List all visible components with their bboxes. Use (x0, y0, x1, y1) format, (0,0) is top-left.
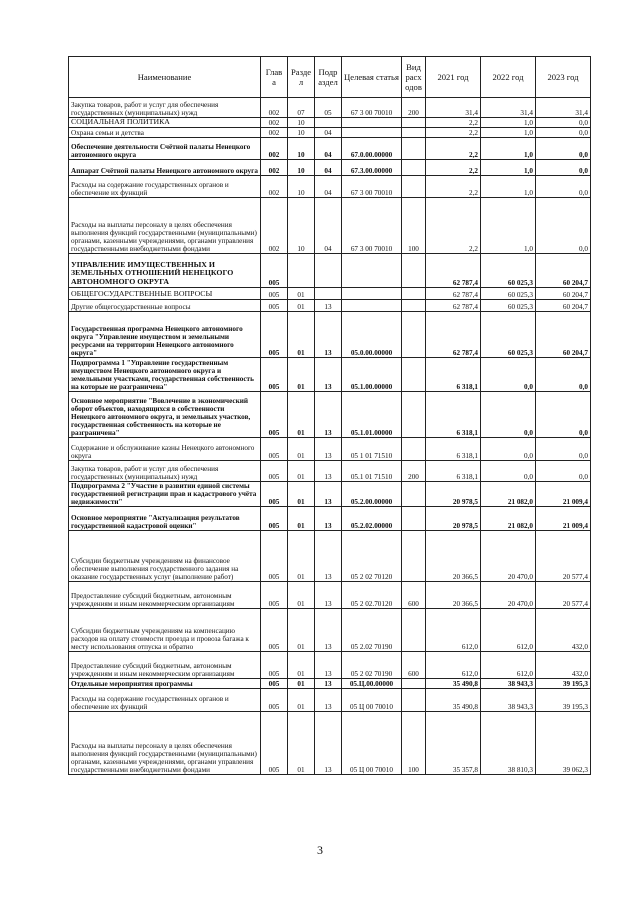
table-row (69, 582, 591, 609)
cell-target: 05.1.00.00000 (342, 358, 402, 392)
cell-glava: 002 (261, 128, 288, 138)
cell-vid (402, 118, 426, 128)
cell-target: 05 2 02.70120 (342, 582, 402, 609)
cell-2021: 2,2 (426, 138, 481, 160)
cell-glava: 002 (261, 176, 288, 198)
cell-2023: 432,0 (536, 652, 591, 679)
cell-2022: 20 470,0 (481, 582, 536, 609)
cell-name: Государственная программа Ненецкого автономного округа "Управление имуществом и земельными ресурсами на территории Ненецкого автономного округа" (69, 312, 261, 358)
cell-2023: 0,0 (536, 358, 591, 392)
cell-razdel: 01 (288, 358, 315, 392)
cell-target: 05 1 01 71510 (342, 438, 402, 461)
cell-vid: 100 (402, 198, 426, 254)
cell-glava: 005 (261, 312, 288, 358)
cell-vid (402, 392, 426, 438)
cell-2022: 1,0 (481, 118, 536, 128)
cell-target: 05 Ц 00 70010 (342, 689, 402, 712)
cell-podrazdel: 04 (315, 176, 342, 198)
cell-2021: 62 787,4 (426, 300, 481, 312)
cell-2023: 20 577,4 (536, 582, 591, 609)
cell-2023: 21 009,4 (536, 482, 591, 507)
cell-razdel: 10 (288, 118, 315, 128)
table-row (69, 652, 591, 679)
cell-podrazdel: 13 (315, 712, 342, 775)
cell-2022: 38 943,3 (481, 679, 536, 689)
table-row (69, 288, 591, 300)
cell-name: Расходы на выплаты персоналу в целях обеспечения выполнения функций государственными (муниципальными) органами, казенными учреждениями, органами управления государственными внебюджетными фондами (69, 712, 261, 775)
cell-glava: 002 (261, 118, 288, 128)
cell-target: 67 3 00 70010 (342, 198, 402, 254)
cell-2023: 0,0 (536, 138, 591, 160)
cell-podrazdel: 04 (315, 160, 342, 176)
cell-vid: 100 (402, 712, 426, 775)
cell-2022: 1,0 (481, 138, 536, 160)
cell-razdel: 01 (288, 679, 315, 689)
header-glava: Глав а (261, 57, 288, 98)
cell-2023: 21 009,4 (536, 507, 591, 531)
table-row (69, 507, 591, 531)
cell-razdel: 01 (288, 689, 315, 712)
cell-2021: 2,2 (426, 128, 481, 138)
cell-podrazdel: 04 (315, 138, 342, 160)
cell-glava: 005 (261, 288, 288, 300)
cell-vid (402, 160, 426, 176)
cell-2022: 1,0 (481, 128, 536, 138)
header-2021: 2021 год (426, 57, 481, 98)
cell-target: 05 2.02 70190 (342, 609, 402, 652)
cell-2021: 62 787,4 (426, 254, 481, 288)
cell-glava: 005 (261, 712, 288, 775)
cell-2023: 0,0 (536, 176, 591, 198)
cell-name: Закупка товаров, работ и услуг для обеспечения государственных (муниципальных) нужд (69, 98, 261, 118)
cell-2022: 0,0 (481, 392, 536, 438)
cell-razdel: 01 (288, 392, 315, 438)
cell-podrazdel: 04 (315, 128, 342, 138)
cell-podrazdel: 13 (315, 531, 342, 582)
header-row (69, 57, 591, 98)
cell-razdel: 01 (288, 438, 315, 461)
cell-2023: 20 577,4 (536, 531, 591, 582)
cell-vid (402, 438, 426, 461)
cell-2023: 0,0 (536, 392, 591, 438)
cell-razdel: 07 (288, 98, 315, 118)
cell-razdel: 10 (288, 160, 315, 176)
cell-podrazdel: 04 (315, 198, 342, 254)
cell-vid (402, 288, 426, 300)
cell-razdel: 01 (288, 461, 315, 482)
cell-2023: 0,0 (536, 438, 591, 461)
cell-target: 05.2.00.00000 (342, 482, 402, 507)
header-target: Целевая статья (342, 57, 402, 98)
table-row (69, 679, 591, 689)
cell-razdel (288, 254, 315, 288)
cell-2021: 62 787,4 (426, 288, 481, 300)
cell-name: Основное мероприятие "Вовлечение в экономический оборот объектов, находящихся в собственности Ненецкого автономного округа, и земельных участков, государственная собственность на которые не разграничена" (69, 392, 261, 438)
cell-2022: 38 810,3 (481, 712, 536, 775)
cell-razdel: 01 (288, 609, 315, 652)
cell-target (342, 118, 402, 128)
cell-glava: 005 (261, 438, 288, 461)
cell-podrazdel: 13 (315, 507, 342, 531)
cell-razdel: 01 (288, 507, 315, 531)
cell-2021: 612,0 (426, 609, 481, 652)
table-row (69, 438, 591, 461)
cell-glava: 002 (261, 160, 288, 176)
cell-2022: 60 025,3 (481, 300, 536, 312)
cell-2022: 21 082,0 (481, 482, 536, 507)
cell-name: ОБЩЕГОСУДАРСТВЕННЫЕ ВОПРОСЫ (69, 288, 261, 300)
cell-name: Основное мероприятие "Актуализация результатов государственной кадастровой оценки" (69, 507, 261, 531)
cell-glava: 005 (261, 392, 288, 438)
cell-name: Содержание и обслуживание казны Ненецкого автономного округа (69, 438, 261, 461)
cell-target: 05.0.00.00000 (342, 312, 402, 358)
cell-razdel: 10 (288, 176, 315, 198)
cell-razdel: 01 (288, 288, 315, 300)
cell-name: Охрана семьи и детства (69, 128, 261, 138)
cell-2023: 60 204,7 (536, 254, 591, 288)
header-2023: 2023 год (536, 57, 591, 98)
cell-razdel: 10 (288, 138, 315, 160)
cell-2021: 6 318,1 (426, 461, 481, 482)
cell-target: 05.2.02.00000 (342, 507, 402, 531)
cell-razdel: 01 (288, 712, 315, 775)
cell-vid (402, 358, 426, 392)
cell-2023: 39 195,3 (536, 679, 591, 689)
cell-vid (402, 176, 426, 198)
cell-2021: 35 490,8 (426, 679, 481, 689)
cell-glava: 005 (261, 300, 288, 312)
table-row (69, 392, 591, 438)
cell-2022: 60 025,3 (481, 288, 536, 300)
cell-target (342, 300, 402, 312)
cell-name: Закупка товаров, работ и услуг для обеспечения государственных (муниципальных) нужд (69, 461, 261, 482)
cell-vid (402, 482, 426, 507)
cell-glava: 005 (261, 689, 288, 712)
cell-name: СОЦИАЛЬНАЯ ПОЛИТИКА (69, 118, 261, 128)
table-row (69, 160, 591, 176)
cell-name: Подпрограмма 1 "Управление государственным имуществом Ненецкого автономного округа и земельными участками, государственная собственность на которые не разграничена" (69, 358, 261, 392)
table-row (69, 531, 591, 582)
cell-glava: 005 (261, 531, 288, 582)
cell-target: 05.1.01.00000 (342, 392, 402, 438)
cell-target: 05.Ц.00.00000 (342, 679, 402, 689)
cell-2022: 31,4 (481, 98, 536, 118)
cell-glava: 005 (261, 609, 288, 652)
cell-2022: 612,0 (481, 652, 536, 679)
cell-2022: 0,0 (481, 438, 536, 461)
cell-2022: 1,0 (481, 198, 536, 254)
cell-name: Расходы на содержание государственных органов и обеспечение их функций (69, 689, 261, 712)
cell-razdel: 01 (288, 652, 315, 679)
cell-name: Другие общегосударственные вопросы (69, 300, 261, 312)
table-row (69, 689, 591, 712)
cell-razdel: 01 (288, 312, 315, 358)
cell-vid (402, 300, 426, 312)
table-row (69, 176, 591, 198)
table-row (69, 128, 591, 138)
cell-name: Аппарат Счётной палаты Ненецкого автономного округа (69, 160, 261, 176)
cell-podrazdel: 13 (315, 438, 342, 461)
cell-podrazdel: 13 (315, 312, 342, 358)
cell-2021: 6 318,1 (426, 438, 481, 461)
cell-2023: 60 204,7 (536, 288, 591, 300)
cell-razdel: 10 (288, 128, 315, 138)
table-row (69, 254, 591, 288)
cell-vid (402, 689, 426, 712)
cell-2022: 1,0 (481, 176, 536, 198)
cell-podrazdel (315, 288, 342, 300)
cell-vid: 600 (402, 652, 426, 679)
cell-vid (402, 609, 426, 652)
cell-2022: 0,0 (481, 358, 536, 392)
table-row (69, 312, 591, 358)
table-row (69, 138, 591, 160)
cell-name: Расходы на содержание государственных органов и обеспечение их функций (69, 176, 261, 198)
cell-glava: 002 (261, 98, 288, 118)
cell-2021: 2,2 (426, 160, 481, 176)
cell-name: Отдельные мероприятия программы (69, 679, 261, 689)
cell-2022: 0,0 (481, 461, 536, 482)
cell-vid (402, 138, 426, 160)
cell-vid (402, 312, 426, 358)
table-row (69, 198, 591, 254)
cell-glava: 005 (261, 358, 288, 392)
table-row (69, 300, 591, 312)
cell-target: 05.1 01 71510 (342, 461, 402, 482)
cell-razdel: 01 (288, 482, 315, 507)
table-row (69, 98, 591, 118)
table-row (69, 609, 591, 652)
cell-2023: 39 062,3 (536, 712, 591, 775)
cell-2021: 35 357,8 (426, 712, 481, 775)
cell-target (342, 128, 402, 138)
cell-target: 05 2 02 70120 (342, 531, 402, 582)
cell-vid (402, 531, 426, 582)
cell-target (342, 254, 402, 288)
cell-target: 05 2 02 70190 (342, 652, 402, 679)
cell-podrazdel: 05 (315, 98, 342, 118)
cell-podrazdel (315, 118, 342, 128)
cell-vid (402, 507, 426, 531)
cell-vid: 600 (402, 582, 426, 609)
cell-2023: 0,0 (536, 198, 591, 254)
cell-glava: 005 (261, 652, 288, 679)
cell-razdel: 10 (288, 198, 315, 254)
cell-podrazdel: 13 (315, 461, 342, 482)
budget-table (68, 56, 591, 775)
cell-podrazdel: 13 (315, 300, 342, 312)
cell-name: Субсидии бюджетным учреждениям на компенсацию расходов на оплату стоимости проезда и провоза багажа к месту использования отпуска и обратно (69, 609, 261, 652)
cell-name: Субсидии бюджетным учреждениям на финансовое обеспечение выполнения государственного задания на оказание государственных услуг (выполнение работ) (69, 531, 261, 582)
cell-razdel: 01 (288, 531, 315, 582)
table-row (69, 712, 591, 775)
cell-2022: 1,0 (481, 160, 536, 176)
cell-2021: 31,4 (426, 98, 481, 118)
table-row (69, 118, 591, 128)
cell-podrazdel (315, 254, 342, 288)
cell-2022: 20 470,0 (481, 531, 536, 582)
cell-podrazdel: 13 (315, 689, 342, 712)
cell-podrazdel: 13 (315, 358, 342, 392)
cell-name: Предоставление субсидий бюджетным, автономным учреждениям и иным некоммерческим организациям (69, 582, 261, 609)
cell-2021: 20 366,5 (426, 531, 481, 582)
header-razdel: Разде л (288, 57, 315, 98)
cell-target: 67 3 00 70010 (342, 98, 402, 118)
cell-vid: 200 (402, 461, 426, 482)
cell-2023: 0,0 (536, 160, 591, 176)
cell-vid (402, 128, 426, 138)
cell-target (342, 288, 402, 300)
cell-2021: 612,0 (426, 652, 481, 679)
cell-podrazdel: 13 (315, 582, 342, 609)
cell-podrazdel: 13 (315, 652, 342, 679)
cell-2021: 2,2 (426, 118, 481, 128)
cell-2021: 20 978,5 (426, 507, 481, 531)
cell-name: Обеспечение деятельности Счётной палаты Ненецкого автономного округа (69, 138, 261, 160)
table-row (69, 482, 591, 507)
cell-glava: 002 (261, 198, 288, 254)
cell-razdel: 01 (288, 300, 315, 312)
cell-2021: 20 366,5 (426, 582, 481, 609)
cell-podrazdel: 13 (315, 609, 342, 652)
cell-glava: 005 (261, 507, 288, 531)
cell-target: 67.3.00.00000 (342, 160, 402, 176)
cell-glava: 005 (261, 461, 288, 482)
cell-2023: 0,0 (536, 128, 591, 138)
cell-2021: 35 490,8 (426, 689, 481, 712)
cell-name: Предоставление субсидий бюджетным, автономным учреждениям и иным некоммерческим организациям (69, 652, 261, 679)
cell-razdel: 01 (288, 582, 315, 609)
cell-vid (402, 679, 426, 689)
header-podrazdel: Подр аздел (315, 57, 342, 98)
header-vid: Вид расх одов (402, 57, 426, 98)
cell-2021: 2,2 (426, 176, 481, 198)
cell-glava: 005 (261, 254, 288, 288)
cell-2021: 20 978,5 (426, 482, 481, 507)
cell-2021: 6 318,1 (426, 358, 481, 392)
cell-target: 05 Ц 00 70010 (342, 712, 402, 775)
cell-2022: 21 082,0 (481, 507, 536, 531)
cell-glava: 005 (261, 582, 288, 609)
cell-vid: 200 (402, 98, 426, 118)
cell-2021: 62 787,4 (426, 312, 481, 358)
cell-2021: 6 318,1 (426, 392, 481, 438)
cell-target: 67 3 00 70010 (342, 176, 402, 198)
cell-name: УПРАВЛЕНИЕ ИМУЩЕСТВЕННЫХ И ЗЕМЕЛЬНЫХ ОТНОШЕНИЙ НЕНЕЦКОГО АВТОНОМНОГО ОКРУГА (69, 254, 261, 288)
cell-2023: 31,4 (536, 98, 591, 118)
page-number: 3 (317, 843, 323, 857)
header-name: Наименование (69, 57, 261, 98)
cell-2023: 0,0 (536, 118, 591, 128)
cell-2021: 2,2 (426, 198, 481, 254)
cell-podrazdel: 13 (315, 482, 342, 507)
cell-podrazdel: 13 (315, 392, 342, 438)
cell-2023: 39 195,3 (536, 689, 591, 712)
cell-2023: 60 204,7 (536, 312, 591, 358)
cell-podrazdel: 13 (315, 679, 342, 689)
cell-2023: 60 204,7 (536, 300, 591, 312)
table-row (69, 461, 591, 482)
cell-vid (402, 254, 426, 288)
cell-glava: 005 (261, 482, 288, 507)
cell-2023: 0,0 (536, 461, 591, 482)
cell-2022: 60 025,3 (481, 312, 536, 358)
cell-2022: 38 943,3 (481, 689, 536, 712)
cell-glava: 005 (261, 679, 288, 689)
cell-2022: 612,0 (481, 609, 536, 652)
cell-2022: 60 025,3 (481, 254, 536, 288)
cell-2023: 432,0 (536, 609, 591, 652)
cell-name: Расходы на выплаты персоналу в целях обеспечения выполнения функций государственными (муниципальными) органами, казенными учреждениями, органами управления государственными внебюджетными фондами (69, 198, 261, 254)
cell-glava: 002 (261, 138, 288, 160)
header-2022: 2022 год (481, 57, 536, 98)
cell-name: Подпрограмма 2 "Участие в развитии единой системы государственной регистрации прав и кадастрового учёта недвижимости" (69, 482, 261, 507)
table-row (69, 358, 591, 392)
cell-target: 67.0.00.00000 (342, 138, 402, 160)
